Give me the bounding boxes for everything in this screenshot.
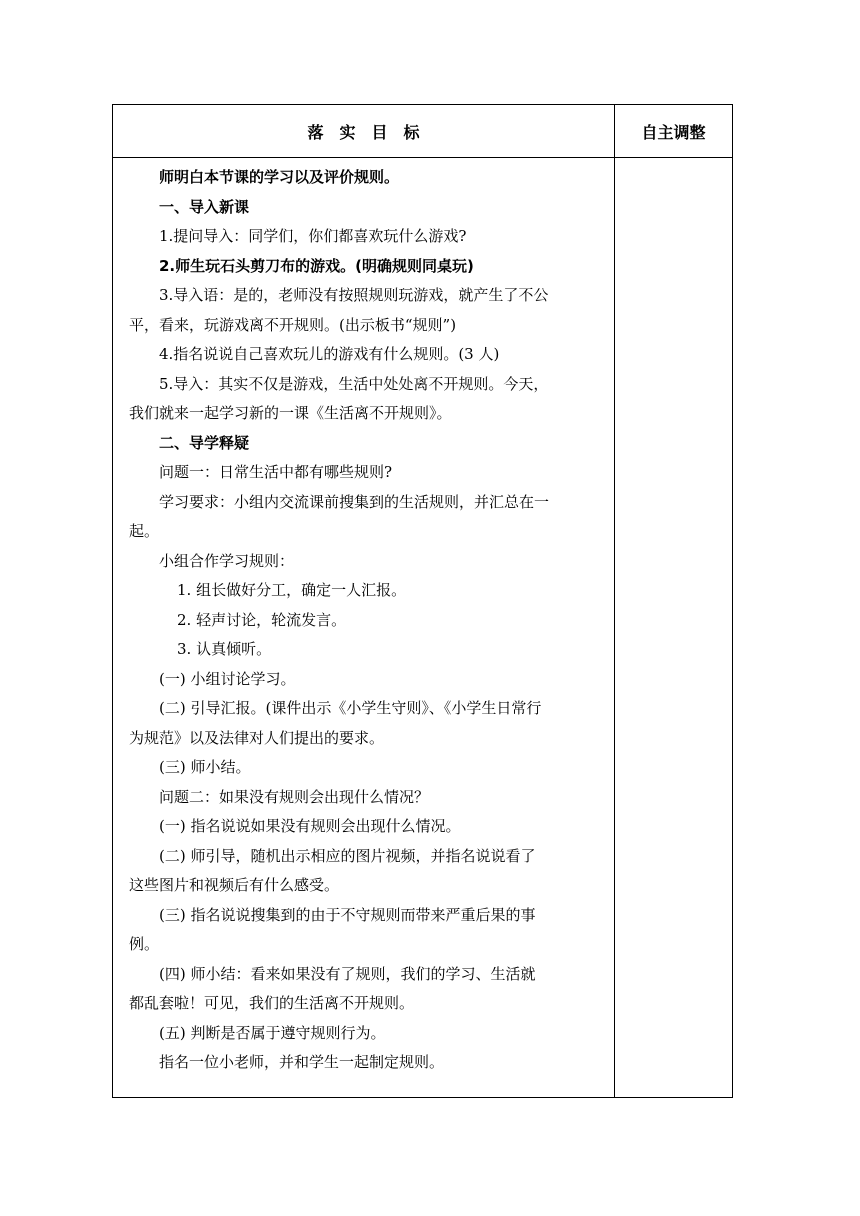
content-line: 学习要求：小组内交流课前搜集到的生活规则，并汇总在一 (159, 492, 550, 511)
content-line: 问题二：如果没有规则会出现什么情况？ (159, 787, 430, 806)
content-line: 我们就来一起学习新的一课《生活离不开规则》。 (129, 404, 452, 422)
content-line: (二) 引导汇报。(课件出示《小学生守则》、《小学生日常行 (159, 699, 542, 717)
content-line: 3. 认真倾听。 (177, 640, 272, 658)
content-line: 3.导入语：是的，老师没有按照规则玩游戏，就产生了不公 (159, 286, 549, 304)
content-line: (一) 小组讨论学习。 (159, 669, 296, 688)
content-line: 小组合作学习规则： (159, 551, 295, 570)
content-line: 起。 (129, 522, 160, 540)
content-line: 5.导入：其实不仅是游戏，生活中处处离不开规则。今天， (159, 374, 549, 393)
content-line: 平，看来，玩游戏离不开规则。(出示板书“规则”) (129, 315, 457, 334)
header-divider (113, 157, 732, 158)
header-goals-label: 落 实 目 标 (307, 122, 420, 142)
content-line: 问题一：日常生活中都有哪些规则? (159, 463, 393, 481)
header-goals (113, 105, 614, 157)
content-line: 为规范》以及法律对人们提出的要求。 (129, 728, 385, 747)
lesson-content (129, 163, 607, 1078)
content-line: 二、导学释疑 (159, 433, 250, 452)
content-line: (四) 师小结：看来如果没有了规则，我们的学习、生活就 (159, 964, 536, 983)
content-line: (三) 指名说说搜集到的由于不守规则而带来严重后果的事 (159, 905, 536, 924)
content-line: 都乱套啦！可见，我们的生活离不开规则。 (129, 994, 415, 1012)
content-line: 这些图片和视频后有什么感受。 (129, 876, 340, 894)
content-line: (一) 指名说说如果没有规则会出现什么情况。 (159, 817, 461, 835)
header-self-adjust (615, 105, 732, 157)
content-line: 例。 (129, 935, 160, 953)
content-line: 2. 轻声讨论，轮流发言。 (177, 610, 347, 629)
content-line: (二) 师引导，随机出示相应的图片视频，并指名说说看了 (159, 846, 536, 865)
content-line: 师明白本节课的学习以及评价规则。 (159, 168, 400, 186)
content-line: 4.指名说说自己喜欢玩儿的游戏有什么规则。(3 人) (159, 345, 500, 363)
content-line: 2.师生玩石头剪刀布的游戏。(明确规则同桌玩) (159, 256, 474, 275)
content-line: (三) 师小结。 (159, 758, 251, 776)
column-divider (614, 105, 615, 1097)
content-line: (五) 判断是否属于遵守规则行为。 (159, 1023, 386, 1042)
header-self-adjust-label: 自主调整 (641, 122, 706, 142)
content-line: 1.提问导入：同学们，你们都喜欢玩什么游戏? (159, 227, 467, 245)
lesson-table (112, 104, 733, 1098)
content-line: 1. 组长做好分工，确定一人汇报。 (177, 581, 407, 599)
content-line: 指名一位小老师，并和学生一起制定规则。 (159, 1053, 445, 1071)
content-line: 一、导入新课 (159, 197, 250, 216)
